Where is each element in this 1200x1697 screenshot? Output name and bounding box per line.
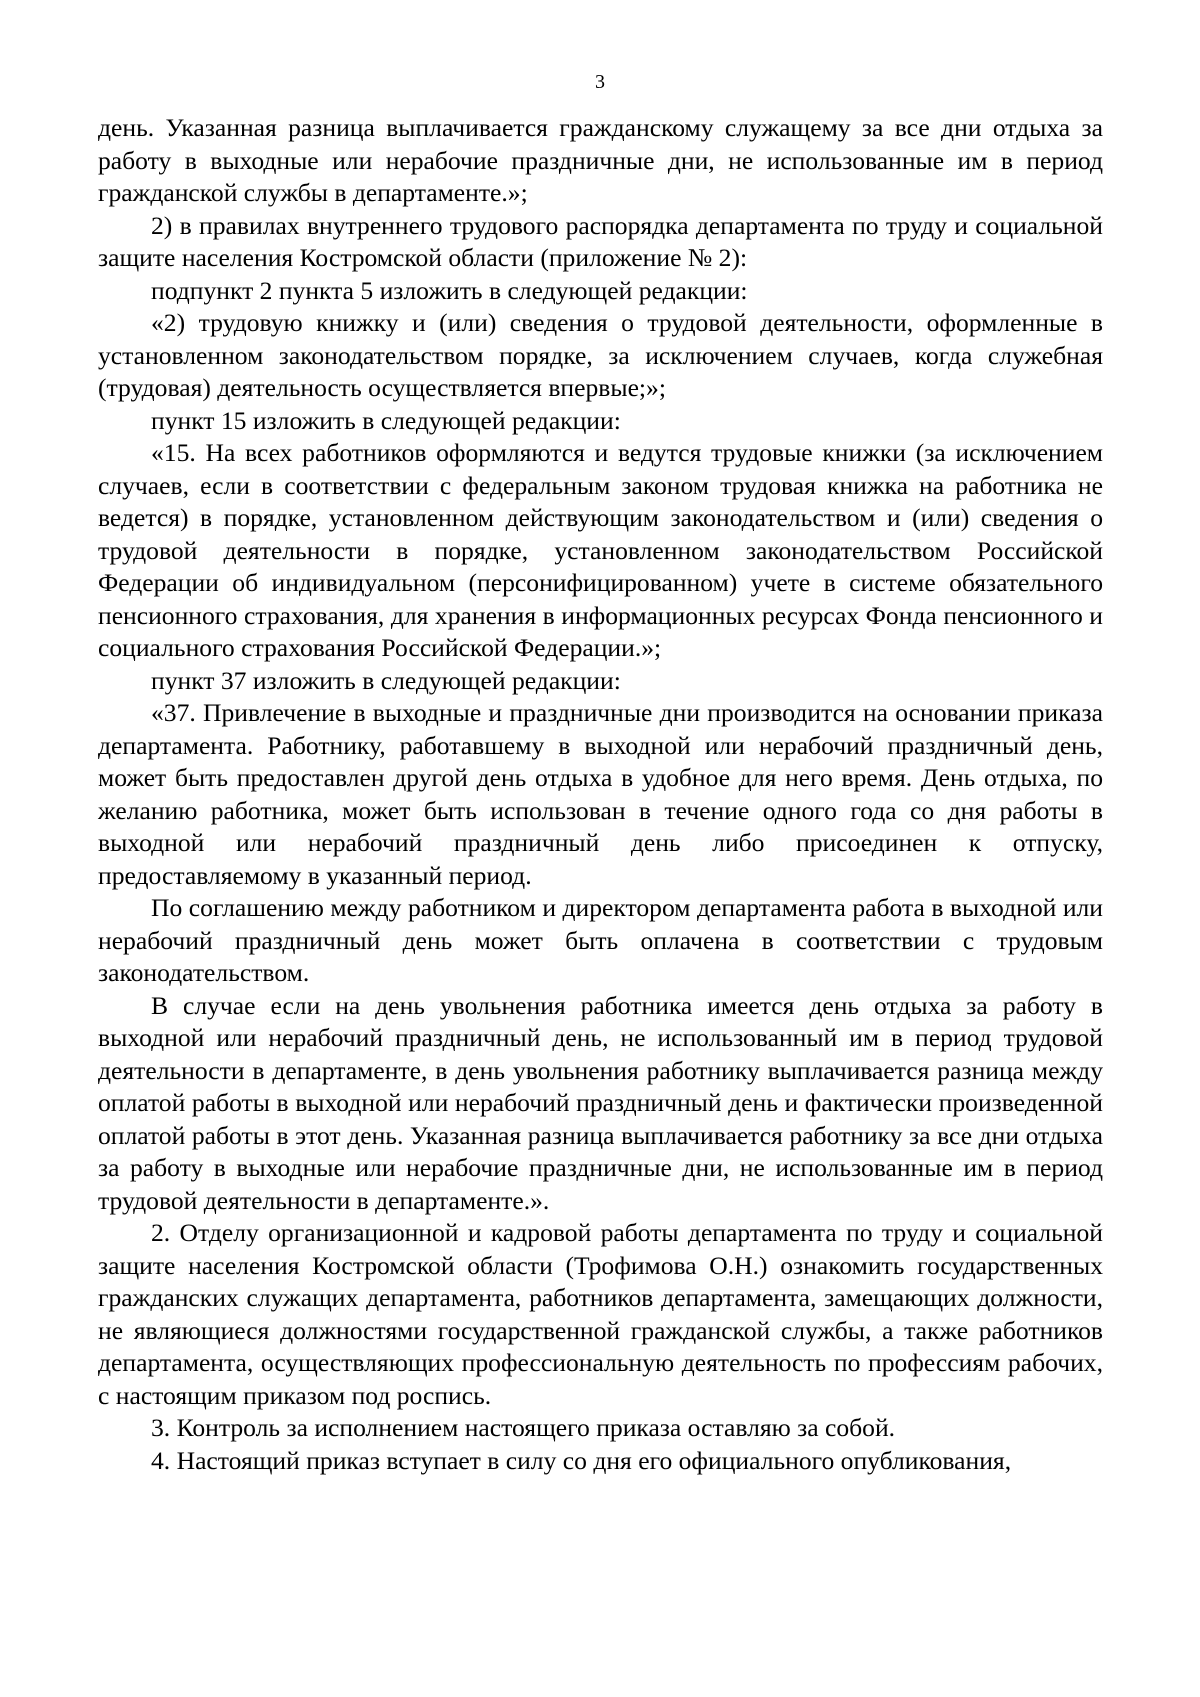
paragraph: день. Указанная разница выплачивается гражданскому служащему за все дни отдыха за работу в выходные или нерабочие праздничные дни, не использованные им в период гражданской службы в департаменте.»; — [98, 113, 1103, 207]
paragraph: «37. Привлечение в выходные и праздничные дни производится на основании приказа департамента. Работнику, работавшему в выходной или нерабочий праздничный день, может быть предоставлен другой день отдыха в удобное для него время. День отдыха, по желанию работника, может быть использован в течение одного года со дня работы в выходной или нерабочий праздничный день либо присоединен к отпуску, предоставляемому в указанный период. — [98, 698, 1103, 890]
paragraph: В случае если на день увольнения работника имеется день отдыха за работу в выходной или нерабочий праздничный день, не использованный им в период трудовой деятельности в департаменте, в день увольнения работнику выплачивается разница между оплатой работы в выходной или нерабочий праздничный день и фактически произведенной оплатой работы в этот день. Указанная разница выплачивается работнику за все дни отдыха за работу в выходные или нерабочие праздничные дни, не использованные им в период трудовой деятельности в департаменте.». — [98, 990, 1103, 1215]
paragraph: пункт 37 изложить в следующей редакции: — [151, 665, 621, 695]
paragraph: 4. Настоящий приказ вступает в силу со дня его официального опубликования, — [151, 1445, 1012, 1475]
paragraph: 2) в правилах внутреннего трудового распорядка департамента по труду и социальной защите населения Костромской области (приложение № 2): — [98, 210, 1103, 272]
paragraph: подпункт 2 пункта 5 изложить в следующей редакции: — [151, 275, 748, 305]
paragraph: 2. Отделу организационной и кадровой работы департамента по труду и социальной защите населения Костромской области (Трофимова О.Н.) ознакомить государственных гражданских служащих департамента, работников департамента, замещающих должности, не являющиеся должностями государственной гражданской службы, а также работников департамента, осуществляющих профессиональную деятельность по профессиям рабочих, с настоящим приказом под роспись. — [98, 1218, 1103, 1410]
paragraph: По соглашению между работником и директором департамента работа в выходной или нерабочий праздничный день может быть оплачена в соответствии с трудовым законодательством. — [98, 893, 1103, 987]
document-body — [98, 112, 1103, 1477]
paragraph: «15. На всех работников оформляются и ведутся трудовые книжки (за исключением случаев, если в соответствии с федеральным законом трудовая книжка на работника не ведется) в порядке, установленном действующим законодательством и (или) сведения о трудовой деятельности в порядке, установленном законодательством Российской Федерации об индивидуальном (персонифицированном) учете в системе обязательного пенсионного страхования, для хранения в информационных ресурсах Фонда пенсионного и социального страхования Российской Федерации.»; — [98, 438, 1103, 662]
paragraph: 3. Контроль за исполнением настоящего приказа оставляю за собой. — [151, 1413, 896, 1442]
page-number: 3 — [595, 71, 605, 93]
paragraph: пункт 15 изложить в следующей редакции: — [151, 405, 621, 435]
paragraph: «2) трудовую книжку и (или) сведения о трудовой деятельности, оформленные в установленном законодательством порядке, за исключением случаев, когда служебная (трудовая) деятельность осуществляется впервые;»; — [98, 308, 1103, 402]
